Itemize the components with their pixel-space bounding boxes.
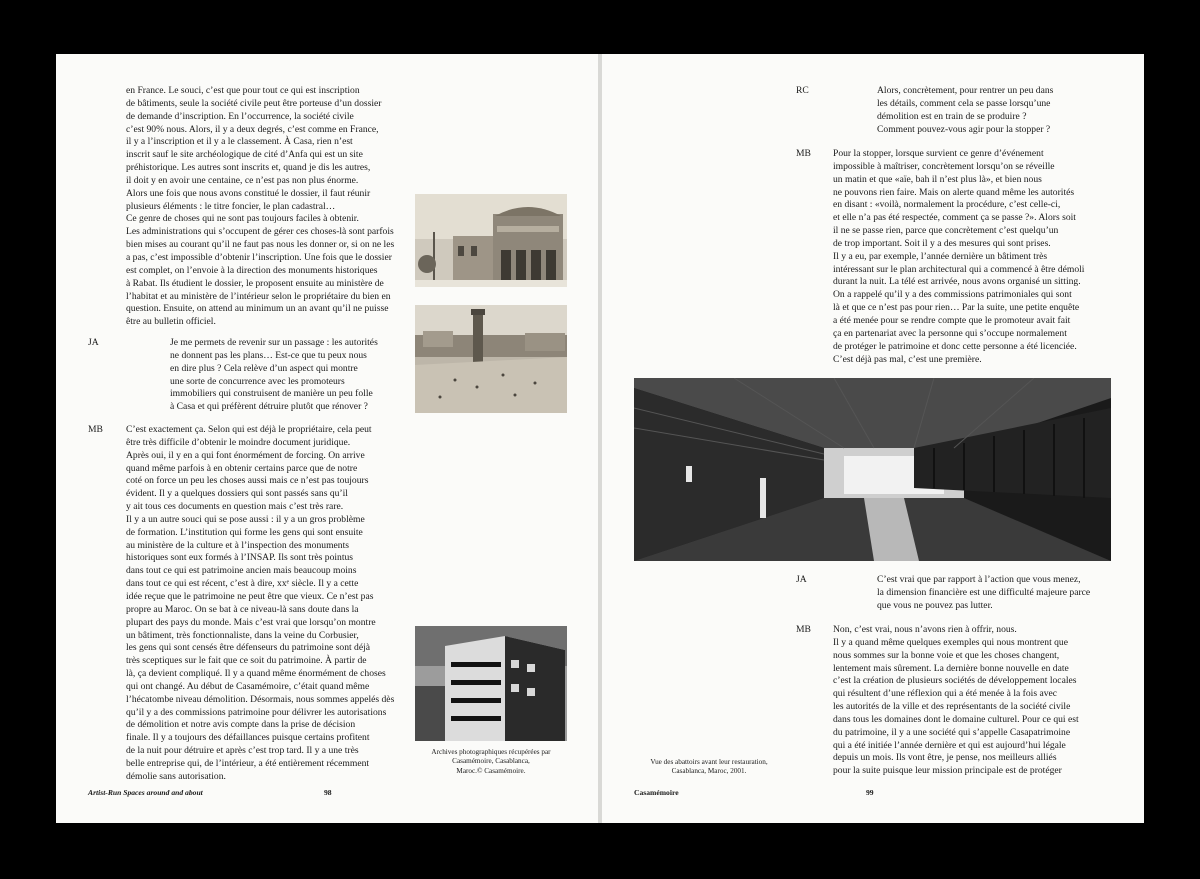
speaker-ja-2: JA xyxy=(796,574,807,585)
footer-title-right: Casamémoire xyxy=(634,788,679,797)
answer-mb: C’est exactement ça. Selon qui est déjà le propriétaire, cela peut être très difficile d’obtenir le moindre document juridique. Après oui, il y en a qui font énormément de forcing. On arrive quand même parfois à en obtenir certains parce que de notre coté on force un peu les choses aussi mais ce n’est pas toujours évident. Il y a quelques dossiers qui sont passés sans qu’il y ait tous ces documents en question mais c’est très rare. Il y a un autre souci qui se pose aussi : il y a un gros problème de formation. L’institution qui forme les gens qui sont ensuite au ministère de la culture et à l’inspection des monuments historiques sont eux formés à l’INSAP. Ils sont très pointus dans tout ce qui est patrimoine ancien mais beaucoup moins dans tout ce qui est récent, c’est à dire, xxᵉ siècle. Il y a cette idée reçue que le patrimoine ne peut être que vieux. Ce n’est pas propre au Maroc. On se bat à ce niveau-là sans doute dans la plupart des pays du monde. Mais c’est vrai que lorsqu’on montre un bâtiment, très fonctionnaliste, dans la veine du Corbusier, les gens qui sont censés être défenseurs du patrimoine sont déjà très sceptiques sur le fait que ce soit du patrimoine. À partir de là, ça devient compliqué. Il y a quand même énormément de choses qui ont changé. Au début de Casamémoire, c’était quand même l’hécatombe niveau démolition. Désormais, nous sommes appelés dès qu’il y a des commissions patrimoine pour délivrer les autorisations de démolition et notre avis compte dans la prise de décision finale. Il y a toujours des défaillances puisque certains profitent de la nuit pour détruire et après c’est trop tard. Il y a une très belle entreprise qui, de l’intérieur, a été entièrement récemment démolie sans autorisation. xyxy=(126,424,395,782)
archive-photo-domed-building xyxy=(415,194,567,287)
archive-photo-modernist-building xyxy=(415,626,567,741)
speaker-mb-1: MB xyxy=(796,148,811,159)
speaker-mb-2: MB xyxy=(796,624,811,635)
speaker-ja: JA xyxy=(88,337,99,348)
question-ja-2: C’est vrai que par rapport à l’action que vous menez, la dimension financière est une difficulté majeure parce que vous ne pouvez pas lutter. xyxy=(877,574,1091,611)
archive-photo-clock-tower xyxy=(415,305,567,413)
photo-abattoirs-interior xyxy=(634,378,1111,561)
page-number-right: 99 xyxy=(866,788,874,797)
question-ja: Je me permets de revenir sur un passage : les autorités ne donnent pas les plans… Est-ce que tu peux nous en dire plus ? Cela relève d’un aspect qui montre une sorte de concurrence avec les promoteurs immobiliers qui construisent de manière un peu folle à Casa et qui préfèrent détruire plutôt que rénover ? xyxy=(170,337,378,413)
speaker-mb: MB xyxy=(88,424,103,435)
left-page xyxy=(56,54,598,823)
question-rc: Alors, concrètement, pour rentrer un peu dans les détails, comment cela se passe lorsqu’une démolition est en train de se produire ? Comment pouvez-vous agir pour la stopper ? xyxy=(877,85,1054,135)
right-page xyxy=(602,54,1144,823)
answer-mb-2: Non, c’est vrai, nous n’avons rien à offrir, nous. Il y a quand même quelques exemples qui nous montrent que nous sommes sur la bonne voie et que les choses changent, lentement mais sûrement. La dernière bonne nouvelle en date c’est la création de plusieurs sociétés de développement locales qui résultent d’une réflexion qui a été menée à la fois avec les autorités de la ville et des représentants de la société civile dans tous les domaines dont le domaine culturel. Pour ce qui est du patrimoine, il y a une société qui s’appelle Casapatrimoine qui a été initiée l’année dernière et qui est aujourd’hui légale depuis un mois. Ils vont être, je pense, nos meilleurs alliés pour la suite puisque leur mission principale est de protéger xyxy=(833,624,1079,777)
paragraph-continued: en France. Le souci, c’est que pour tout ce qui est inscription de bâtiments, seule la société civile peut être porteuse d’un dossier de demande d’inscription. En l’occurrence, la société civile c’est 90% nous. Alors, il y a deux degrés, c’est comme en France, il y a l’inscription et il y a le classement. À Casa, rien n’est inscrit sauf le site archéologique de cité d’Anfa qui est un site préhistorique. Les autres sont inscrits et, quand je dis les autres, il doit y en avoir une centaine, ce n’est pas non plus énorme. Alors une fois que nous avons constitué le dossier, il faut réunir plusieurs éléments : le titre foncier, le plan cadastral… Ce genre de choses qui ne sont pas toujours faciles à obtenir. Les administrations qui s’occupent de gérer ces choses-là sont parfois bien mises au courant qu’il ne faut pas nous les donner or, si on ne les a pas, c’est impossible d’obtenir l’inscription. Une fois que le dossier est complet, on l’envoie à la direction des monuments historiques à Rabat. Ils étudient le dossier, le proposent ensuite au ministère de l’habitat et au ministère de l’intérieur selon le propriétaire du bien en question. Ensuite, on attend au minimum un an avant qu’il ne puisse être au bulletin officiel. xyxy=(126,85,395,328)
speaker-rc: RC xyxy=(796,85,809,96)
photo-caption-archives: Archives photographiques récupérées par Casamémoire, Casablanca, Maroc.© Casamémoire. xyxy=(431,748,551,775)
answer-mb-1: Pour la stopper, lorsque survient ce genre d’événement impossible à maîtriser, concrètement lorsqu’on se réveille un matin et que «aïe, bah il n’est plus là», et bien nous ne pouvons rien faire. Mais on alerte quand même les autorités en disant : «voilà, normalement la procédure, c’est celle-ci, et elle n’a pas été respectée, comment ça se passe ?». Alors soit il ne se passe rien, parce que concrètement c’est quelqu’un de trop important. Soit il y a des mesures qui sont prises. Il y a eu, par exemple, l’année dernière un bâtiment très intéressant sur le plan architectural qui a commencé à être démoli durant la nuit. La télé est arrivée, nous avons organisé un sitting. On a rappelé qu’il y a des commissions patrimoniales qui sont là et que ce n’est pas pour rien… Par la suite, une petite enquête a été menée pour se rendre compte que le promoteur avait fait ça en partenariat avec la personne qui s’occupe normalement de protéger le patrimoine et donc cette personne a été licenciée. C’est déjà pas mal, c’est une première. xyxy=(833,148,1085,365)
page-number: 98 xyxy=(324,788,332,797)
photo-caption-abattoirs: Vue des abattoirs avant leur restauration, Casablanca, Maroc, 2001. xyxy=(650,758,768,776)
footer-title: Artist-Run Spaces around and about xyxy=(88,788,203,797)
